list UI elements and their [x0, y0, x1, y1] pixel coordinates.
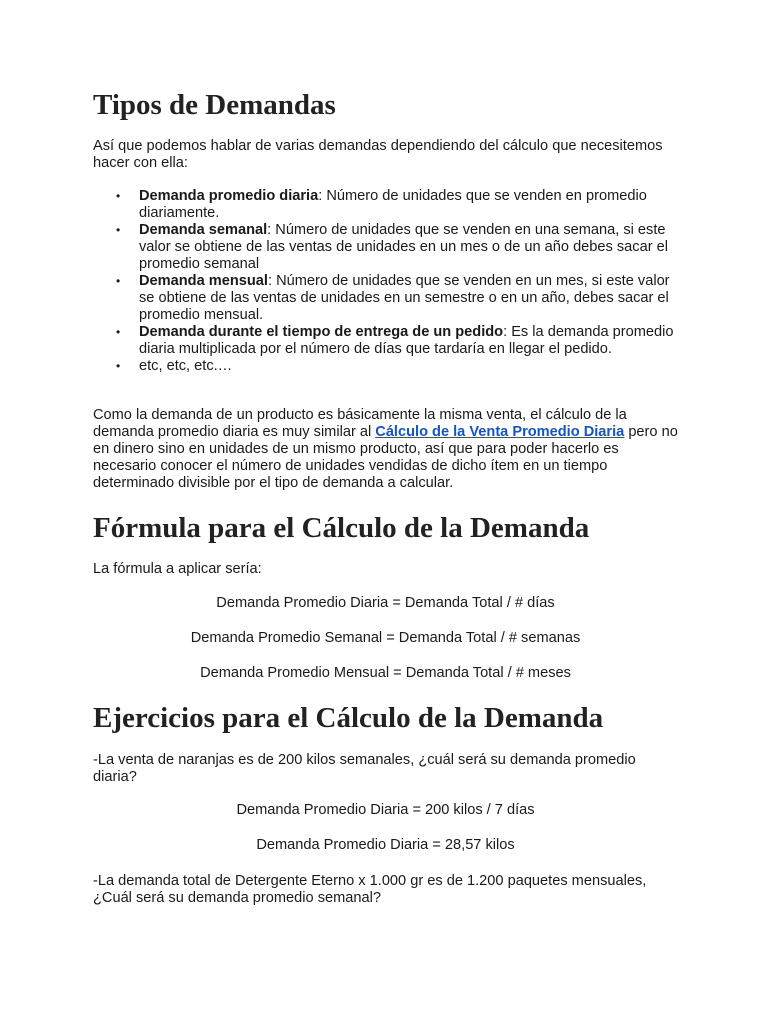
exercise-1-formula: Demanda Promedio Diaria = 200 kilos / 7 días [236, 802, 535, 818]
list-item [93, 222, 678, 273]
list-item-term: Demanda durante el tiempo de entrega de un pedido [139, 324, 504, 340]
list-item-desc: : Número de unidades que se venden en una semana, si este valor se obtiene de las ventas de unidades en un mes o de un año debes sacar el promedio semanal [139, 222, 668, 272]
formula-line-weekly: Demanda Promedio Semanal = Demanda Total / # semanas [190, 630, 581, 646]
list-item-term: Demanda mensual [139, 273, 268, 289]
formula-line-monthly: Demanda Promedio Mensual = Demanda Total / # meses [200, 665, 571, 681]
list-item-desc: : Es la demanda promedio diaria multiplicada por el número de días que tardaría en llegar el pedido. [139, 324, 674, 357]
bullet-icon: • [116, 325, 121, 339]
heading-ejercicios: Ejercicios para el Cálculo de la Demanda [93, 702, 604, 734]
formula-line-daily: Demanda Promedio Diaria = Demanda Total / # días [216, 595, 555, 611]
list-item-term: Demanda promedio diaria [139, 188, 319, 204]
list-item [93, 188, 678, 222]
paragraph-demand-explanation [93, 407, 678, 492]
bullet-icon: • [116, 189, 121, 203]
paragraph-text-before-link: Como la demanda de un producto es básicamente la misma venta, el cálculo de la demanda promedio diaria es muy similar al [93, 407, 627, 440]
exercise-1-result: Demanda Promedio Diaria = 28,57 kilos [256, 837, 515, 853]
demand-types-list [93, 188, 678, 375]
list-item-desc: etc, etc, etc.… [139, 358, 233, 374]
list-item-desc: : Número de unidades que se venden en promedio diariamente. [139, 188, 647, 221]
paragraph-formula-intro: La fórmula a aplicar sería: [93, 561, 262, 577]
paragraph-intro: Así que podemos hablar de varias demandas dependiendo del cálculo que necesitemos hacer con ella: [93, 138, 663, 171]
heading-formula: Fórmula para el Cálculo de la Demanda [93, 512, 590, 544]
exercise-question-1: -La venta de naranjas es de 200 kilos semanales, ¿cuál será su demanda promedio diaria? [93, 752, 636, 785]
list-item [93, 273, 678, 324]
bullet-icon: • [116, 359, 121, 373]
list-item-desc: : Número de unidades que se venden en un mes, si este valor se obtiene de las ventas de unidades en un semestre o en un año, debes sacar el promedio mensual. [139, 273, 670, 323]
list-item [93, 358, 678, 375]
exercise-question-2: -La demanda total de Detergente Eterno x 1.000 gr es de 1.200 paquetes mensuales, ¿Cuál será su demanda promedio semanal? [93, 873, 647, 906]
bullet-icon: • [116, 274, 121, 288]
list-item [93, 324, 678, 358]
bullet-icon: • [116, 223, 121, 237]
heading-tipos-de-demandas: Tipos de Demandas [93, 89, 336, 121]
list-item-term: Demanda semanal [139, 222, 268, 238]
paragraph-text-after-link: pero no en dinero sino en unidades de un mismo producto, así que para poder hacerlo es necesario conocer el número de unidades vendidas de dicho ítem en un tiempo determinado divisible por el tipo de demanda a calcular. [93, 424, 678, 491]
link-calculo-venta-promedio-diaria[interactable]: Cálculo de la Venta Promedio Diaria [375, 424, 625, 440]
